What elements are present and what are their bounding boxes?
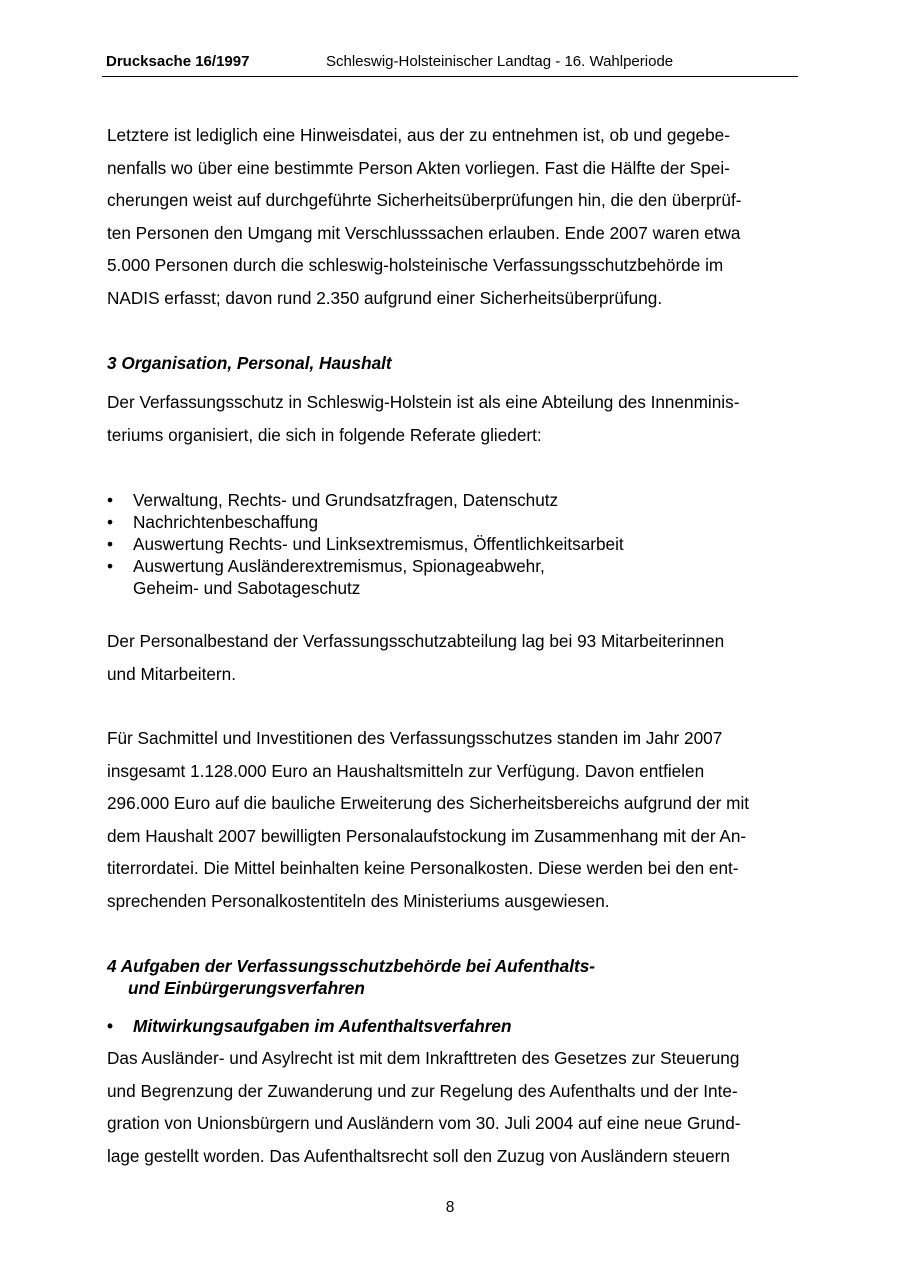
- list-item: • Verwaltung, Rechts- und Grundsatzfragen, Datenschutz: [107, 489, 624, 511]
- referate-list: [107, 489, 624, 599]
- list-item: [107, 555, 624, 599]
- list-item: • Nachrichtenbeschaffung: [107, 511, 624, 533]
- page-header: [102, 52, 798, 77]
- text-line: und Begrenzung der Zuwanderung und zur Regelung des Aufenthalts und der Inte-: [107, 1080, 738, 1101]
- text-line: Letztere ist lediglich eine Hinweisdatei, aus der zu entnehmen ist, ob und gegebe-: [107, 125, 730, 145]
- text-line: teriums organisiert, die sich in folgende Referate gliedert:: [107, 424, 542, 445]
- text-line: 296.000 Euro auf die bauliche Erweiterung des Sicherheitsbereichs aufgrund der mit: [107, 793, 750, 813]
- page-number: 8: [445, 1199, 455, 1216]
- text-line: insgesamt 1.128.000 Euro an Haushaltsmitteln zur Verfügung. Davon entfielen: [107, 760, 705, 781]
- text-line: NADIS erfasst; davon rund 2.350 aufgrund einer Sicherheitsüberprüfung.: [107, 287, 663, 308]
- subheading-aufenthaltsverfahren: [107, 1016, 512, 1037]
- paragraph-organisation: [107, 386, 797, 451]
- text-line: lage gestellt worden. Das Aufenthaltsrecht soll den Zuzug von Ausländern steuern: [107, 1145, 730, 1166]
- section-heading-3: 3 Organisation, Personal, Haushalt: [107, 353, 392, 373]
- text-line: Der Personalbestand der Verfassungsschutzabteilung lag bei 93 Mitarbeiterinnen: [107, 631, 725, 651]
- document-number: Drucksache 16/1997: [106, 53, 250, 70]
- heading-line: 4 Aufgaben der Verfassungsschutzbehörde bei Aufenthalts-: [107, 956, 596, 976]
- parliament-title: Schleswig-Holsteinischer Landtag - 16. Wahlperiode: [326, 53, 674, 70]
- paragraph-personal: [107, 625, 797, 690]
- text-line: Das Ausländer- und Asylrecht ist mit dem Inkrafttreten des Gesetzes zur Steuerung: [107, 1048, 740, 1068]
- text-line: dem Haushalt 2007 bewilligten Personalaufstockung im Zusammenhang mit der An-: [107, 825, 747, 846]
- list-item-line: Auswertung Ausländerextremismus, Spionageabwehr,: [133, 556, 545, 576]
- list-item-line: Geheim- und Sabotageschutz: [133, 578, 361, 598]
- text-line: und Mitarbeitern.: [107, 663, 236, 684]
- subheading-text: Mitwirkungsaufgaben im Aufenthaltsverfahren: [133, 1016, 512, 1036]
- text-line: sprechenden Personalkostentiteln des Ministeriums ausgewiesen.: [107, 890, 610, 911]
- section-heading-4: [107, 955, 595, 999]
- text-line: 5.000 Personen durch die schleswig-holsteinische Verfassungsschutzbehörde im: [107, 255, 724, 275]
- paragraph-nadis: [107, 119, 797, 314]
- text-line: Für Sachmittel und Investitionen des Verfassungsschutzes standen im Jahr 2007: [107, 728, 723, 748]
- text-line: cherungen weist auf durchgeführte Sicherheitsüberprüfungen hin, die den überprüf-: [107, 190, 742, 210]
- text-line: gration von Unionsbürgern und Ausländern vom 30. Juli 2004 auf eine neue Grund-: [107, 1113, 741, 1133]
- paragraph-haushalt: [107, 722, 797, 917]
- paragraph-auslaenderrecht: [107, 1042, 797, 1172]
- text-line: nenfalls wo über eine bestimmte Person Akten vorliegen. Fast die Hälfte der Spei-: [107, 157, 730, 178]
- list-item: • Auswertung Rechts- und Linksextremismus, Öffentlichkeitsarbeit: [107, 533, 624, 555]
- text-line: titerrordatei. Die Mittel beinhalten keine Personalkosten. Diese werden bei den ent-: [107, 858, 739, 878]
- text-line: Der Verfassungsschutz in Schleswig-Holstein ist als eine Abteilung des Innenminis-: [107, 392, 740, 412]
- bullet-marker: •: [107, 1016, 114, 1036]
- heading-line: und Einbürgerungsverfahren: [128, 978, 365, 998]
- text-line: ten Personen den Umgang mit Verschlusssachen erlauben. Ende 2007 waren etwa: [107, 222, 741, 243]
